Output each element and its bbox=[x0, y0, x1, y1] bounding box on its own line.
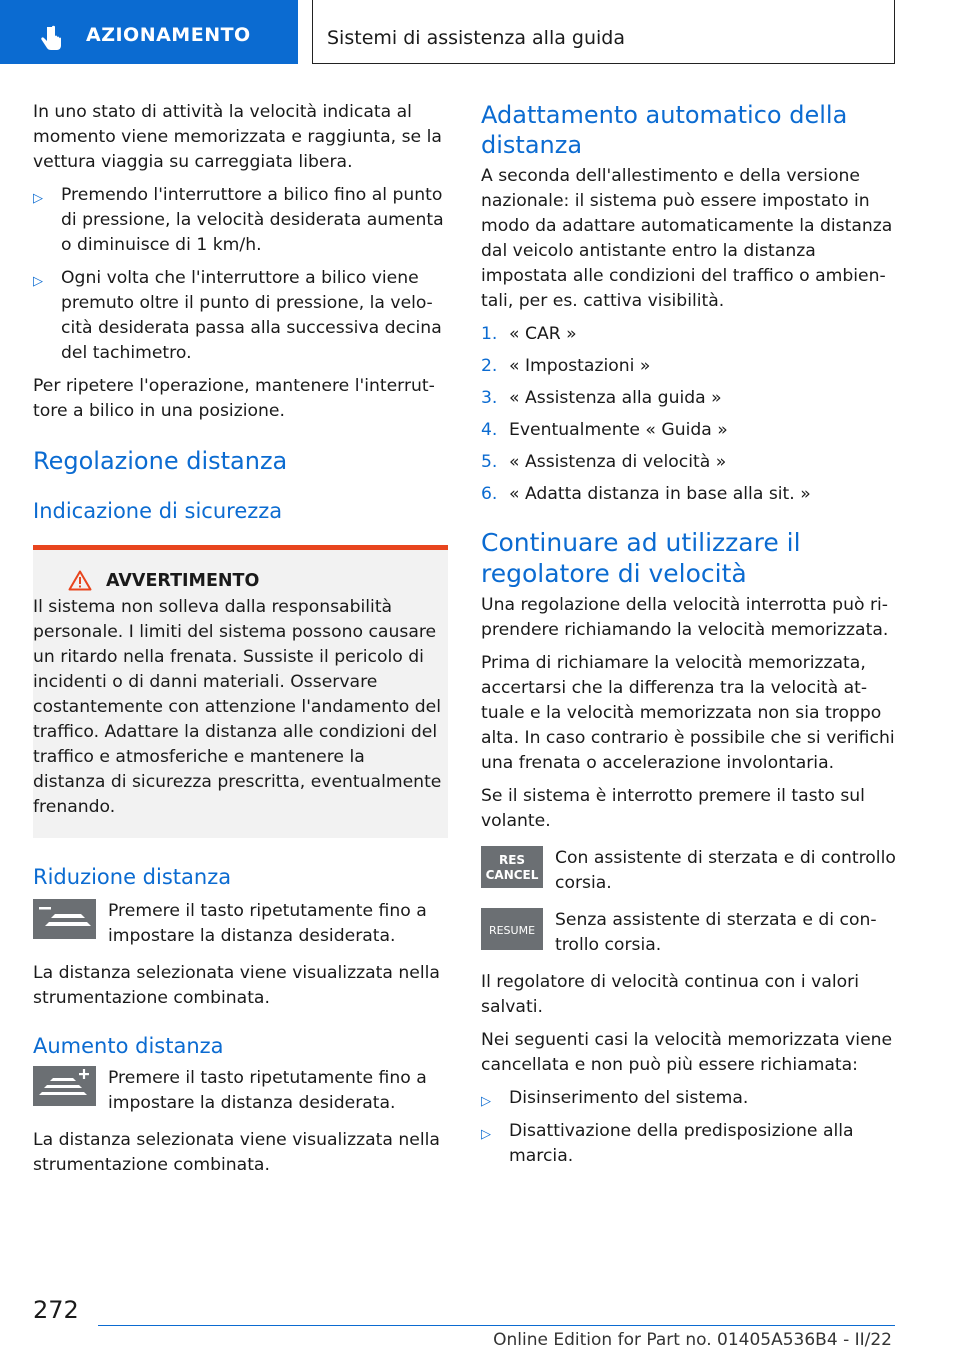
heading-aumento-distanza: Aumento distanza bbox=[33, 1034, 224, 1058]
svg-text:RESUME: RESUME bbox=[488, 924, 536, 937]
heading-riduzione-distanza: Riduzione distanza bbox=[33, 865, 232, 889]
continuare-paragraph-3: Se il sistema è interrotto premere il tasto sul volante. bbox=[481, 786, 865, 831]
heading-regolazione-distanza: Regolazione distanza bbox=[33, 447, 288, 475]
hand-pointer-icon bbox=[36, 24, 66, 54]
adattamento-paragraph: A seconda dell'allestimento e della versione nazionale: il sistema può essere impostato in modo da adattare automaticamente la distanza dal veicolo antistante entro la distanza impostata alle condizioni del traffico o ambientali, per es. cattiva visibilità. bbox=[481, 166, 893, 311]
repeat-paragraph: Per ripetere l'operazione, mantenere l'interruttore a bilico in una posizione. bbox=[33, 376, 435, 421]
continuare-paragraph-1: Una regolazione della velocità interrotta può riprendere richiamando la velocità memorizzata. bbox=[481, 595, 889, 640]
triangle-bullet-icon: ▷ bbox=[33, 191, 43, 206]
riduzione-row bbox=[33, 899, 448, 949]
warning-triangle-icon bbox=[68, 570, 92, 591]
riduzione-text: Premere il tasto ripetutamente fino a impostare la distanza desiderata. bbox=[108, 901, 427, 946]
steps-list bbox=[481, 322, 896, 507]
continua-paragraph: Il regolatore di velocità continua con i valori salvati. bbox=[481, 972, 859, 1017]
resume-text: Senza assistente di sterzata e di controllo corsia. bbox=[555, 910, 877, 955]
warning-text: Il sistema non solleva dalla responsabilità personale. I limiti del sistema possono causare un ritardo nella frenata. Sussiste il pericolo di incidenti o di danni materiali. Osservare costantemente con attenzione l'andamento del traffico. Adattare la distanza alle condizioni del traffico e atmosferiche e mantenere la distanza di sicurezza prescritta, eventualmente frenando. bbox=[33, 597, 442, 817]
list-item: ▷ Ogni volta che l'interruttore a bilico viene premuto oltre il punto di pressione, la velocità desiderata passa alla successiva decina del tachimetro. bbox=[33, 268, 442, 363]
aumento-text: Premere il tasto ripetutamente fino a impostare la distanza desiderata. bbox=[108, 1068, 427, 1113]
right-column bbox=[481, 100, 896, 1177]
continuare-paragraph-2: Prima di richiamare la velocità memorizzata, accertarsi che la differenza tra la velocità attuale e la velocità memorizzata non sia troppo alta. In caso contrario è possibile che si verifichi una frenata o accelerazione involontaria. bbox=[481, 653, 895, 773]
triangle-bullet-icon: ▷ bbox=[33, 274, 43, 289]
heading-adattamento-distanza: Adattamento automatico della distanza bbox=[481, 101, 848, 159]
resume-button-icon bbox=[481, 908, 543, 950]
footer-divider bbox=[98, 1325, 895, 1326]
aumento-row bbox=[33, 1066, 448, 1116]
list-item: ▷ Disattivazione della predisposizione alla marcia. bbox=[481, 1121, 854, 1166]
page-number: 272 bbox=[33, 1296, 79, 1324]
distance-decrease-button-icon bbox=[33, 899, 96, 939]
list-item: 3. « Assistenza alla guida » bbox=[481, 388, 722, 408]
left-column bbox=[33, 100, 448, 1186]
warning-header bbox=[68, 570, 448, 591]
list-item: 4. Eventualmente « Guida » bbox=[481, 420, 728, 440]
resume-row bbox=[481, 908, 896, 958]
warning-title: AVVERTIMENTO bbox=[106, 570, 260, 591]
heading-continuare-regolatore: Continuare ad utilizzare il regolatore di velocità bbox=[481, 528, 801, 588]
res-cancel-button-icon bbox=[481, 846, 543, 888]
distance-increase-button-icon bbox=[33, 1066, 96, 1106]
left-bullet-list bbox=[33, 183, 448, 366]
res-cancel-row bbox=[481, 846, 896, 896]
triangle-bullet-icon: ▷ bbox=[481, 1094, 491, 1109]
section-header bbox=[312, 0, 895, 64]
intro-paragraph: In uno stato di attività la velocità indicata al momento viene memorizzata e raggiunta, se la vettura viaggia su carreggiata libera. bbox=[33, 102, 442, 172]
warning-box bbox=[33, 545, 448, 838]
footer-edition: Online Edition for Part no. 01405A536B4 - II/22 bbox=[493, 1330, 892, 1350]
list-item: ▷ Premendo l'interruttore a bilico fino al punto di pressione, la velocità desiderata aumenta o diminuisce di 1 km/h. bbox=[33, 185, 444, 255]
section-title: Sistemi di assistenza alla guida bbox=[327, 27, 626, 49]
heading-indicazione-sicurezza: Indicazione di sicurezza bbox=[33, 499, 283, 523]
chapter-label: AZIONAMENTO bbox=[86, 24, 251, 46]
riduzione-note: La distanza selezionata viene visualizzata nella strumentazione combinata. bbox=[33, 963, 440, 1008]
cancellata-paragraph: Nei seguenti casi la velocità memorizzata viene cancellata e non può più essere richiamata: bbox=[481, 1030, 893, 1075]
list-item: 2. « Impostazioni » bbox=[481, 356, 651, 376]
res-cancel-text: Con assistente di sterzata e di controllo corsia. bbox=[555, 848, 896, 893]
right-bullet-list bbox=[481, 1086, 896, 1169]
list-item: ▷ Disinserimento del sistema. bbox=[481, 1086, 896, 1111]
svg-text:RES: RES bbox=[498, 853, 526, 867]
list-item: 1. « CAR » bbox=[481, 324, 577, 344]
triangle-bullet-icon: ▷ bbox=[481, 1127, 491, 1142]
svg-text:CANCEL: CANCEL bbox=[485, 868, 539, 882]
aumento-note: La distanza selezionata viene visualizzata nella strumentazione combinata. bbox=[33, 1130, 440, 1175]
list-item: 6. « Adatta distanza in base alla sit. » bbox=[481, 484, 811, 504]
chapter-tab bbox=[0, 0, 298, 64]
list-item: 5. « Assistenza di velocità » bbox=[481, 452, 727, 472]
